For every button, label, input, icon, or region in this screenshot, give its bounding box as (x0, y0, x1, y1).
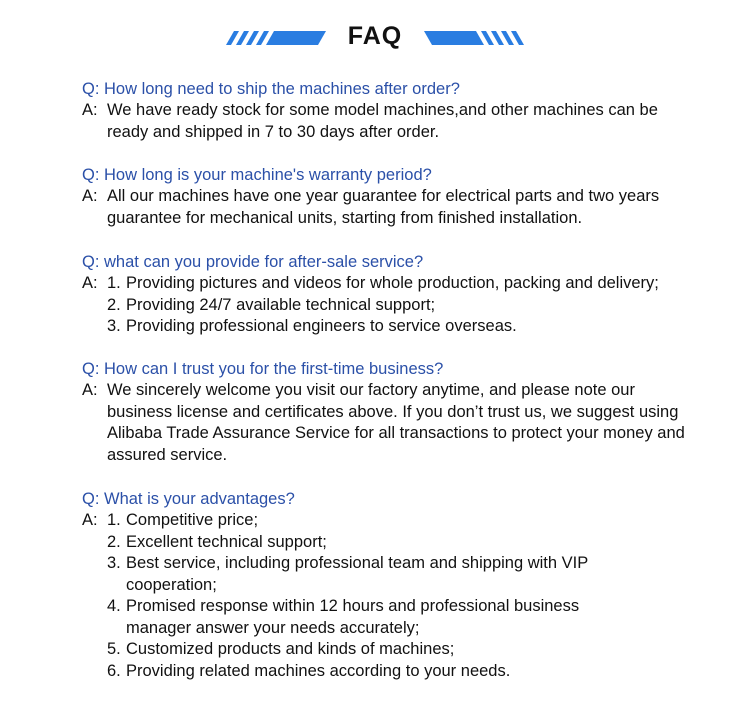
list-item (107, 639, 627, 661)
list-item (107, 532, 627, 554)
faq-question: Q: How long need to ship the machines after order? (82, 80, 460, 98)
list-item-number: 5. (107, 640, 121, 658)
list-item-text: Providing 24/7 available technical support; (126, 295, 436, 314)
stripe-decoration-right-icon (424, 31, 524, 45)
list-item-text: Competitive price; (126, 511, 259, 529)
faq-item (82, 252, 692, 338)
answer-prefix: A: (82, 187, 98, 205)
faq-question: Q: How can I trust you for the first-time business? (82, 360, 444, 378)
faq-answer (82, 100, 692, 143)
faq-header (0, 18, 750, 58)
answer-list (107, 510, 627, 682)
list-item-number: 2. (107, 295, 121, 314)
list-item-number: 3. (107, 554, 121, 572)
faq-item (82, 79, 692, 143)
list-item-number: 1. (107, 274, 121, 292)
faq-question: Q: How long is your machine's warranty period? (82, 166, 432, 184)
faq-item (82, 165, 692, 229)
list-item (107, 295, 692, 317)
answer-prefix: A: (82, 511, 98, 529)
list-item-text: Providing related machines according to your needs. (126, 661, 511, 680)
page-title: FAQ (347, 22, 403, 50)
faq-answer (82, 380, 692, 466)
list-item-text: Excellent technical support; (126, 532, 327, 551)
answer-prefix: A: (82, 101, 98, 119)
answer-text: All our machines have one year guarantee for electrical parts and two years guarantee for mechanical units, starting from finished installation. (107, 187, 660, 227)
answer-list (107, 273, 692, 338)
list-item (107, 510, 627, 532)
list-item-number: 3. (107, 317, 121, 335)
list-item (107, 553, 627, 596)
list-item-text: Best service, including professional team and shipping with VIP cooperation; (126, 554, 588, 594)
list-item-text: Promised response within 12 hours and professional business manager answer your needs accurately; (126, 597, 580, 637)
list-item-number: 2. (107, 532, 121, 551)
list-item-text: Providing pictures and videos for whole production, packing and delivery; (126, 274, 659, 292)
list-item-text: Providing professional engineers to service overseas. (126, 317, 517, 335)
answer-text: We sincerely welcome you visit our factory anytime, and please note our business license and certificates above. If you don’t trust us, we suggest using Alibaba Trade Assurance Service for all transactions to protect your money and assured service. (107, 381, 685, 464)
list-item (107, 273, 692, 295)
faq-answer (82, 186, 692, 229)
faq-answer (82, 273, 692, 338)
faq-answer (82, 510, 692, 682)
list-item-number: 6. (107, 661, 121, 680)
answer-prefix: A: (82, 381, 98, 399)
list-item-number: 1. (107, 511, 121, 529)
list-item-text: Customized products and kinds of machines; (126, 640, 455, 658)
list-item (107, 596, 627, 639)
list-item-number: 4. (107, 597, 121, 615)
faq-question: Q: what can you provide for after-sale service? (82, 253, 424, 271)
list-item (107, 316, 692, 338)
list-item (107, 661, 627, 683)
faq-item (82, 359, 692, 466)
faq-question: Q: What is your advantages? (82, 490, 295, 508)
answer-text: We have ready stock for some model machines,and other machines can be ready and shipped in 7 to 30 days after order. (107, 101, 658, 141)
answer-prefix: A: (82, 274, 98, 292)
faq-item (82, 489, 692, 682)
